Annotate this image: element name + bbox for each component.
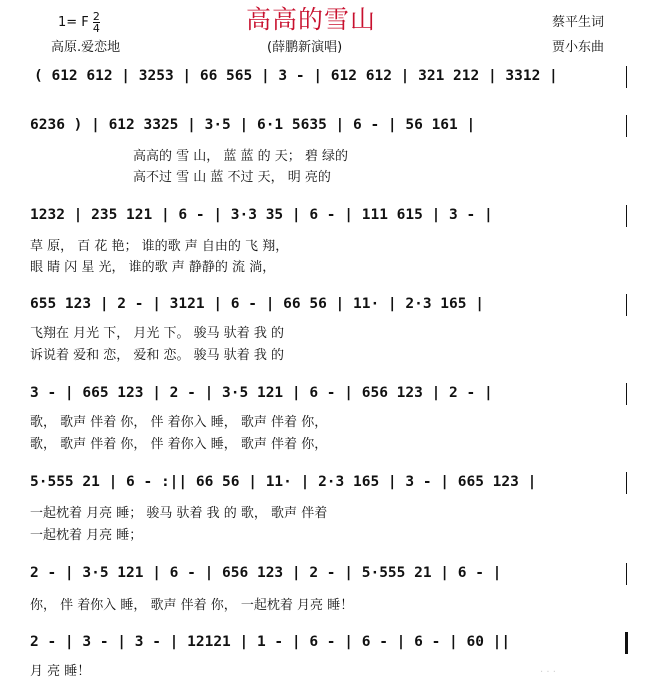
time-signature [93, 11, 100, 34]
system-2-notes: 6236 ) | 612 3325 | 3·5 | 6·1 5635 | 6 - | 56 161 | [30, 117, 476, 133]
album-name: 高原.爱恋地 [51, 40, 121, 55]
system-2-lyrics-verse-2: 高不过 雪 山 蓝 不过 天， 明 亮的 [133, 170, 331, 185]
system-4-lyrics-verse-2: 诉说着 爱和 恋， 爱和 恋。 骏马 驮着 我 的 [30, 348, 285, 363]
composer-credit: 贾小东曲 [552, 40, 605, 55]
key-signature [58, 11, 100, 34]
system-8-notes: 2 - | 3 - | 3 - | 12121 | 1 - | 6 - | 6 - | 6 - | 60 || [30, 634, 511, 650]
system-3-lyrics-verse-1: 草 原， 百 花 艳； 谁的歌 声 自由的 飞 翔， [30, 239, 289, 254]
lyricist-credit: 蔡平生词 [552, 15, 605, 30]
system-4-notes: 655 123 | 2 - | 3121 | 6 - | 66 56 | 11· | 2·3 165 | [30, 296, 484, 312]
time-numerator: 2 [92, 10, 100, 23]
system-2-lyrics-verse-1: 高高的 雪 山， 蓝 蓝 的 天； 碧 绿的 [133, 149, 349, 164]
system-1-notes: ( 612 612 | 3253 | 66 565 | 3 - | 612 612 | 321 212 | 3312 | [34, 68, 558, 84]
barline [626, 66, 627, 88]
final-barline [625, 632, 628, 654]
system-6-lyrics-verse-1: 一起枕着 月亮 睡； 骏马 驮着 我 的 歌， 歌声 伴着 [30, 506, 328, 521]
barline [626, 115, 627, 137]
key-label: 1= F [58, 15, 89, 30]
system-5-lyrics-verse-2: 歌， 歌声 伴着 你， 伴 着你入 睡， 歌声 伴着 你， [30, 437, 328, 452]
singer-credit: (薛鹏新演唱) [267, 40, 343, 55]
system-5-lyrics-verse-1: 歌， 歌声 伴着 你， 伴 着你入 睡， 歌声 伴着 你， [30, 415, 328, 430]
system-6-lyrics-verse-2: 一起枕着 月亮 睡； [30, 528, 143, 543]
song-title: 高高的雪山 [246, 5, 377, 34]
system-7-lyrics-verse-1: 你， 伴 着你入 睡， 歌声 伴着 你， 一起枕着 月亮 睡！ [30, 598, 354, 613]
system-8-lyrics-verse-1: 月 亮 睡！ [30, 664, 91, 679]
system-5-notes: 3 - | 665 123 | 2 - | 3·5 121 | 6 - | 656 123 | 2 - | [30, 385, 493, 401]
barline [626, 383, 627, 405]
system-3-lyrics-verse-2: 眼 睛 闪 星 光， 谁的歌 声 静静的 流 淌， [30, 260, 276, 275]
barline [626, 294, 627, 316]
system-4-lyrics-verse-1: 飞翔在 月光 下， 月光 下。 骏马 驮着 我 的 [30, 326, 285, 341]
watermark: · · · [540, 667, 556, 678]
barline [626, 563, 627, 585]
system-6-notes: 5·555 21 | 6 - :|| 66 56 | 11· | 2·3 165 | 3 - | 665 123 | [30, 474, 537, 490]
barline [626, 205, 627, 227]
system-3-notes: 1232 | 235 121 | 6 - | 3·3 35 | 6 - | 111 615 | 3 - | [30, 207, 493, 223]
time-denominator: 4 [92, 22, 100, 35]
system-7-notes: 2 - | 3·5 121 | 6 - | 656 123 | 2 - | 5·555 21 | 6 - | [30, 565, 502, 581]
barline [626, 472, 627, 494]
